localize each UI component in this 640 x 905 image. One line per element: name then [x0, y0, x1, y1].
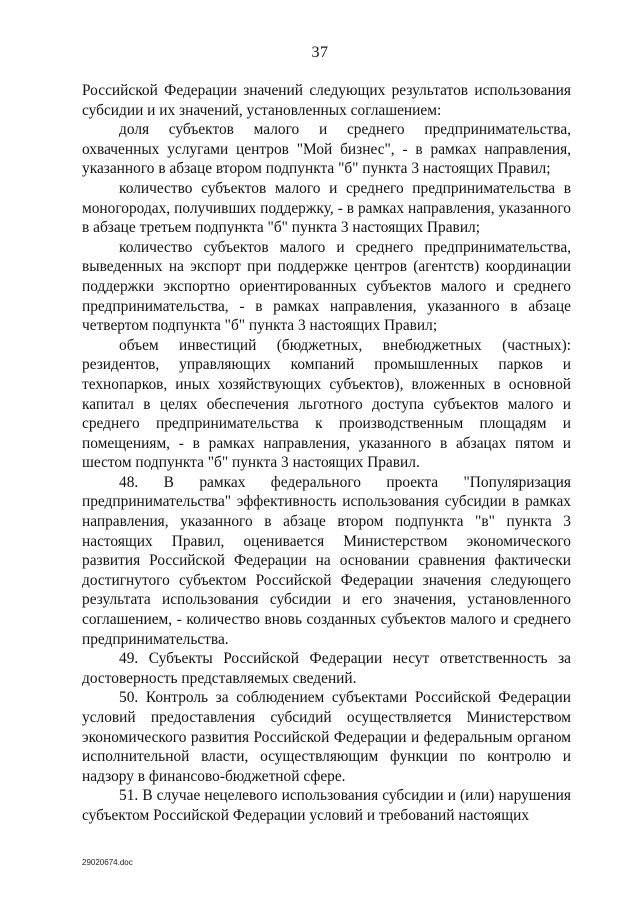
file-name-footer: 29020674.doc	[82, 858, 133, 867]
paragraph-monotowns: количество субъектов малого и среднего предпринимательства в моногородах, получивших поддержку, - в рамках направления, указанного в абзаце третьем подпункта "б" пункта 3 настоящих Правил;	[82, 179, 571, 237]
paragraph-48: 48. В рамках федерального проекта "Популяризация предпринимательства" эффективность использования субсидии в рамках направления, указанного в абзаце втором подпункта "в" пункта 3 настоящих Правил, оценивается Министерством экономического развития Российской Федерации на основании сравнения фактически достигнутого субъектом Российской Федерации значения следующего результата использования субсидии и его значения, установленного соглашением, - количество вновь созданных субъектов малого и среднего предпринимательства.	[82, 473, 571, 648]
paragraph-share-subjects: доля субъектов малого и среднего предпринимательства, охваченных услугами центров "Мой бизнес", - в рамках направления, указанного в абзаце втором подпункта "б" пункта 3 настоящих Правил;	[82, 121, 571, 178]
document-body	[82, 81, 571, 826]
paragraph-50: 50. Контроль за соблюдением субъектами Российской Федерации условий предоставления субсидий осуществляется Министерством экономического развития Российской Федерации и федеральным органом исполнительной власти, осуществляющим функции по контролю и надзору в финансово-бюджетной сфере.	[82, 689, 571, 785]
paragraph-investments: объем инвестиций (бюджетных, внебюджетных (частных): резидентов, управляющих компаний промышленных парков и технопарков, иных хозяйствующих субъектов), вложенных в основной капитал в целях обеспечения льготного доступа субъектов малого и среднего предпринимательства к производственным площадям и помещениям, - в рамках направления, указанного в абзацах пятом и шестом подпункта "б" пункта 3 настоящих Правил.	[82, 336, 571, 472]
paragraph-continuation: Российской Федерации значений следующих результатов использования субсидии и их значений, установленных соглашением:	[82, 82, 571, 119]
paragraph-export: количество субъектов малого и среднего предпринимательства, выведенных на экспорт при поддержке центров (агентств) координации поддержки экспортно ориентированных субъектов малого и среднего предпринимательства, - в рамках направления, указанного в абзаце четвертом подпункта "б" пункта 3 настоящих Правил;	[82, 238, 571, 335]
page-number: 37	[311, 44, 329, 61]
paragraph-49: 49. Субъекты Российской Федерации несут ответственность за достоверность представляемых сведений.	[82, 650, 571, 687]
paragraph-51: 51. В случае нецелевого использования субсидии и (или) нарушения субъектом Российской Федерации условий и требований настоящих	[82, 787, 571, 824]
